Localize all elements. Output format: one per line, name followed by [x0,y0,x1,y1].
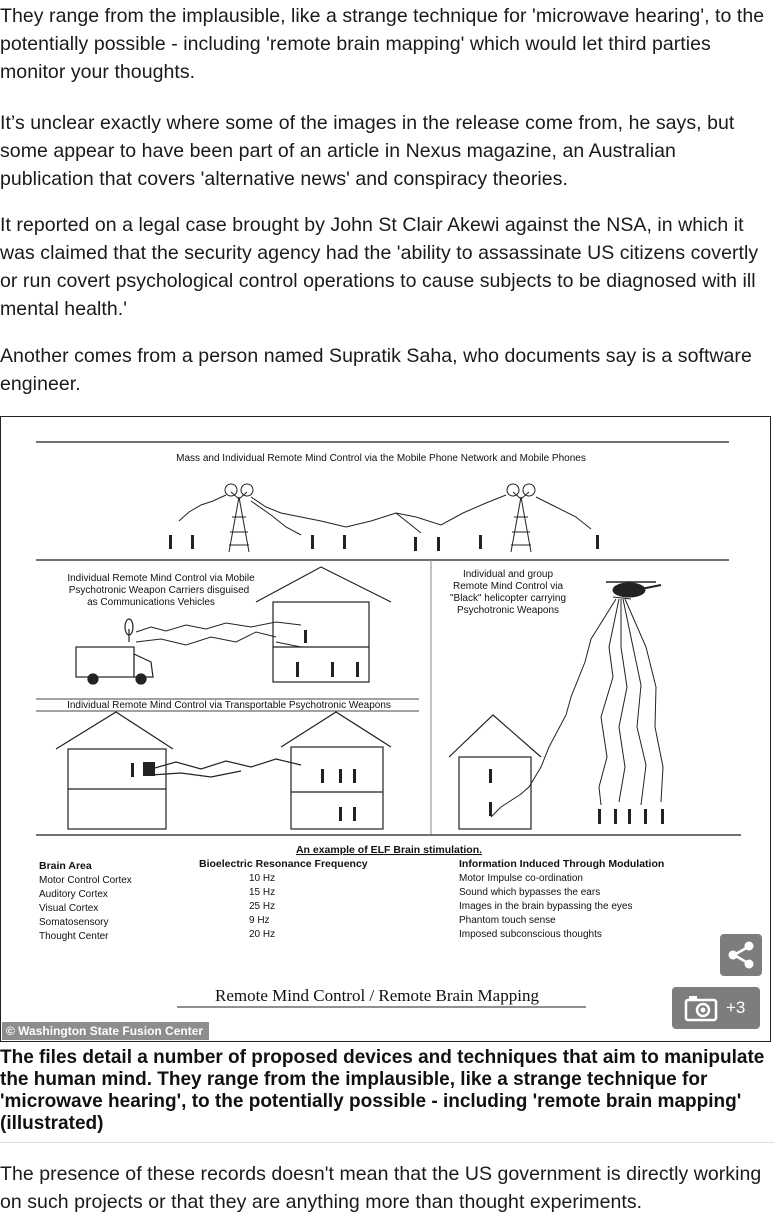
diagram-header: Mass and Individual Remote Mind Control via the Mobile Phone Network and Mobile Phones [176,453,586,464]
row-information: Motor Impulse co-ordination [459,873,583,884]
col-header-information: Information Induced Through Modulation [459,858,665,870]
row-frequency: 9 Hz [249,915,270,926]
row-brain-area: Thought Center [39,931,109,942]
article-paragraph: Another comes from a person named Supratik Saha, who documents say is a software engineer. [0,345,752,395]
panel-right-line1: Individual and group [462,569,554,580]
row-frequency: 10 Hz [249,873,276,884]
article-paragraph: It’s unclear exactly where some of the images in the release come from, he says, but some appear to have been part of an article in Nexus magazine, an Australian publication that covers 'alternative news' and conspiracy theories. [0,112,735,190]
panel-right-line3: "Black" helicopter carrying [449,593,567,604]
image-credit: © Washington State Fusion Center [2,1022,209,1040]
gallery-button[interactable] [672,987,760,1029]
row-frequency: 25 Hz [249,901,276,912]
divider [0,1142,774,1143]
row-information: Phantom touch sense [459,915,556,926]
article-figure[interactable] [0,416,771,1042]
row-information: Sound which bypasses the ears [459,887,601,898]
gallery-count: +3 [726,998,746,1017]
camera-icon [680,987,724,1029]
row-brain-area: Somatosensory [39,917,109,928]
row-brain-area: Visual Cortex [39,903,99,914]
row-brain-area: Auditory Cortex [39,889,108,900]
row-frequency: 20 Hz [249,929,276,940]
panel-left-line1: Individual Remote Mind Control via Mobile [67,573,255,584]
panel-right-line4: Psychotronic Weapons [456,605,560,616]
article-paragraph: It reported on a legal case brought by John St Clair Akewi against the NSA, in which it was claimed that the security agency had the 'ability to assassinate US citizens covertly or run covert psychological control operations to cause subjects to be diagnosed with ill mental health.' [0,214,759,320]
row-information: Images in the brain bypassing the eyes [459,901,633,912]
row-frequency: 15 Hz [249,887,276,898]
figure-caption: The files detail a number of proposed devices and techniques that aim to manipulate the human mind. They range from the implausible, like a strange technique for 'microwave hearing', to the potentially possible - including 'remote brain mapping' (illustrated) [0,1047,765,1134]
diagram-footer: Remote Mind Control / Remote Brain Mapping [215,986,539,1005]
share-button[interactable] [720,934,762,976]
row-brain-area: Motor Control Cortex [39,875,132,886]
article-paragraph: They range from the implausible, like a strange technique for 'microwave hearing', to the potentially possible - including 'remote brain mapping' which would let third parties monitor your thoughts. [0,5,765,83]
panel-right-line2: Remote Mind Control via [452,581,564,592]
col-header-brain-area: Brain Area [39,860,92,872]
panel-mid-title: Individual Remote Mind Control via Transportable Psychotronic Weapons [67,700,391,711]
share-icon [720,934,762,976]
panel-left-line2: Psychotronic Weapon Carriers disguised [68,585,250,596]
elf-title: An example of ELF Brain stimulation. [295,844,483,856]
row-information: Imposed subconscious thoughts [459,929,602,940]
mind-control-diagram [1,417,771,1042]
article-paragraph: The presence of these records doesn't mean that the US government is directly working on such projects or that they are anything more than thought experiments. [0,1163,762,1213]
col-header-frequency: Bioelectric Resonance Frequency [199,858,368,870]
panel-left-line3: as Communications Vehicles [87,597,215,608]
